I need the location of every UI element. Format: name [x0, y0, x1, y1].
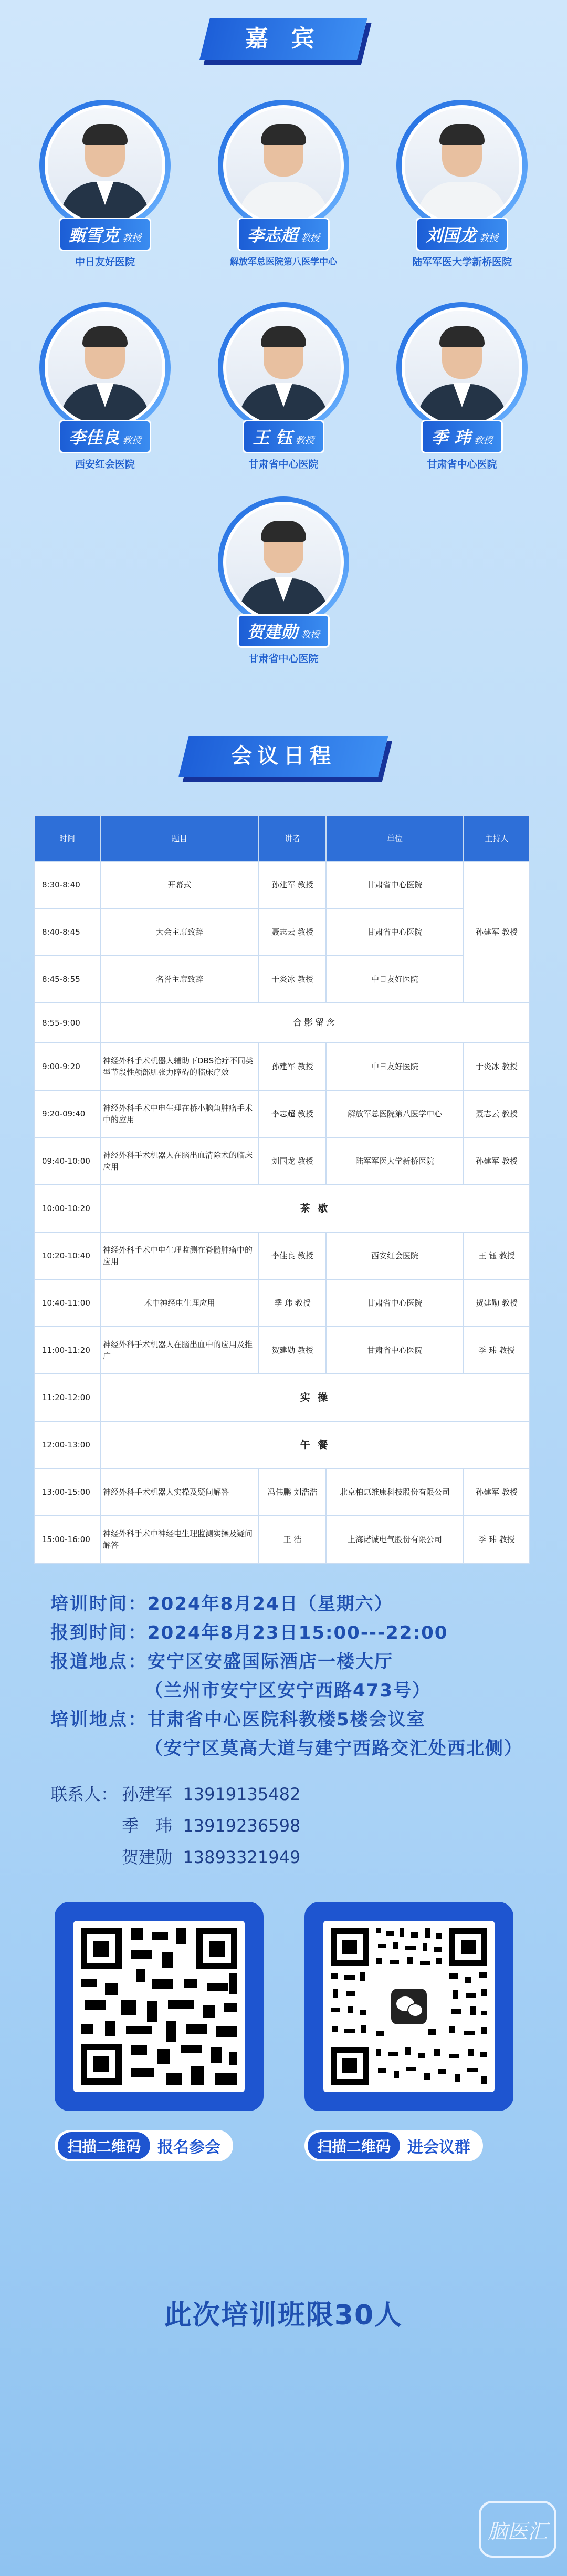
table-row	[34, 1185, 530, 1232]
header-unit: 单位	[326, 816, 464, 861]
schedule-title: 会议日程	[231, 744, 336, 768]
row-topic: 神经外科手术中神经电生理监测实操及疑问解答	[100, 1516, 259, 1563]
header-time: 时间	[34, 816, 100, 861]
row-unit: 陆军军医大学新桥医院	[326, 1137, 464, 1185]
table-row	[34, 1516, 530, 1563]
avatar-frame	[218, 302, 349, 433]
avatar-frame	[218, 100, 349, 231]
schedule-banner	[178, 736, 388, 777]
avatar-frame	[218, 496, 349, 628]
row-speaker: 聂志云 教授	[259, 908, 326, 956]
row-topic: 神经外科手术机器人在脑出血清除术的临床应用	[100, 1137, 259, 1185]
row-time: 8:55-9:00	[34, 1003, 100, 1043]
contact-row	[122, 1844, 300, 1868]
avatar	[223, 105, 344, 226]
train-place-label: 培训地点：	[50, 1709, 148, 1730]
train-place-line	[50, 1705, 426, 1731]
table-row	[34, 1043, 530, 1090]
row-topic: 神经外科手术中电生理监测在脊髓肿瘤中的应用	[100, 1232, 259, 1279]
guest-title: 教授	[474, 435, 493, 446]
row-topic: 开幕式	[100, 861, 259, 908]
avatar	[402, 307, 522, 428]
table-row	[34, 1374, 530, 1421]
row-unit: 甘肃省中心医院	[326, 861, 464, 908]
avatar-shape	[439, 124, 485, 145]
row-time: 11:00-11:20	[34, 1327, 100, 1374]
contact-name: 孙建军	[122, 1784, 173, 1804]
contact-name: 贺建勋	[122, 1847, 173, 1867]
guest-name: 甄雪克	[68, 225, 119, 245]
row-unit: 解放军总医院第八医学中心	[326, 1090, 464, 1137]
guest-title: 教授	[122, 435, 141, 446]
report-place-value: 安宁区安盛国际酒店一楼大厅	[148, 1651, 393, 1672]
row-topic: 神经外科手术机器人在脑出血中的应用及推广	[100, 1327, 259, 1374]
row-speaker: 王 浩	[259, 1516, 326, 1563]
train-time-label: 培训时间：	[50, 1594, 148, 1615]
avatar	[402, 105, 522, 226]
row-host: 孙建军 教授	[464, 861, 530, 1003]
guest-hospital: 中日友好医院	[75, 256, 135, 268]
table-row	[34, 1279, 530, 1327]
avatar-shape	[261, 521, 306, 542]
train-time-value: 2024年8月24日（星期六）	[148, 1594, 393, 1615]
qr-code-icon	[74, 1921, 245, 2092]
row-speaker: 冯伟鹏 刘浩浩	[259, 1468, 326, 1516]
report-place-detail	[145, 1676, 431, 1702]
table-row	[34, 1468, 530, 1516]
row-full: 茶 歇	[100, 1185, 530, 1232]
row-host: 孙建军 教授	[464, 1468, 530, 1516]
avatar	[45, 105, 165, 226]
logo	[479, 2501, 556, 2558]
row-speaker: 李志超 教授	[259, 1090, 326, 1137]
row-time: 15:00-16:00	[34, 1516, 100, 1563]
row-speaker: 季 玮 教授	[259, 1279, 326, 1327]
row-topic: 神经外科手术中电生理在桥小脑角肿瘤手术中的应用	[100, 1090, 259, 1137]
contact-phone: 13893321949	[183, 1847, 301, 1867]
row-host: 于炎冰 教授	[464, 1043, 530, 1090]
row-time: 11:20-12:00	[34, 1374, 100, 1421]
guest-card	[205, 100, 362, 267]
row-unit: 甘肃省中心医院	[326, 908, 464, 956]
contact-phone: 13919135482	[183, 1784, 301, 1804]
avatar-shape	[261, 326, 306, 347]
qr-scan-label: 扫描二维码	[308, 2132, 400, 2159]
row-time: 10:20-10:40	[34, 1232, 100, 1279]
row-topic: 术中神经电生理应用	[100, 1279, 259, 1327]
guest-title: 教授	[122, 233, 141, 244]
guest-name-pill	[59, 218, 151, 251]
guest-name-pill	[243, 420, 324, 453]
table-row	[34, 1327, 530, 1374]
avatar-frame	[39, 100, 171, 231]
avatar	[223, 502, 344, 623]
schedule-table	[34, 815, 530, 1564]
table-row	[34, 1232, 530, 1279]
guest-hospital: 西安红会医院	[75, 459, 135, 470]
train-place-detail-text: （安宁区莫高大道与建宁西路交汇处西北侧）	[145, 1738, 523, 1759]
qr-code-group[interactable]	[323, 1921, 495, 2092]
qr-frame-signup	[55, 1902, 264, 2111]
guests-title: 嘉 宾	[245, 25, 322, 52]
row-speaker: 刘国龙 教授	[259, 1137, 326, 1185]
row-time: 09:40-10:00	[34, 1137, 100, 1185]
row-topic: 神经外科手术机器人辅助下DBS治疗不同类型节段性颅部肌张力障碍的临床疗效	[100, 1043, 259, 1090]
row-time: 12:00-13:00	[34, 1421, 100, 1468]
guest-name: 贺建勋	[247, 622, 298, 642]
table-row	[34, 1137, 530, 1185]
row-unit: 北京柏惠维康科技股份有限公司	[326, 1468, 464, 1516]
guest-card	[205, 496, 362, 665]
row-full: 实 操	[100, 1374, 530, 1421]
guest-name-pill	[416, 218, 508, 251]
row-host: 孙建军 教授	[464, 1137, 530, 1185]
row-unit: 中日友好医院	[326, 1043, 464, 1090]
train-place-detail	[145, 1734, 523, 1760]
avatar	[223, 307, 344, 428]
guest-card	[26, 302, 184, 471]
qr-code-signup[interactable]	[74, 1921, 245, 2092]
avatar-shape	[82, 326, 128, 347]
row-speaker: 李佳良 教授	[259, 1232, 326, 1279]
table-row	[34, 956, 530, 1003]
row-speaker: 贺建勋 教授	[259, 1327, 326, 1374]
guest-name: 刘国龙	[425, 225, 476, 245]
guest-name-pill	[421, 420, 502, 453]
attendance-limit: 此次培训班限30人	[164, 2300, 403, 2331]
train-place-value: 甘肃省中心医院科教楼5楼会议室	[148, 1709, 426, 1730]
report-time-value: 2024年8月23日15:00---22:00	[148, 1622, 448, 1643]
row-time: 9:20-09:40	[34, 1090, 100, 1137]
qr-action-label: 报名参会	[158, 2138, 221, 2157]
avatar-frame	[396, 302, 528, 433]
contact-row	[122, 1781, 300, 1805]
guest-name: 李志超	[247, 225, 298, 245]
row-host: 季 玮 教授	[464, 1516, 530, 1563]
qr-action-label: 进会议群	[407, 2138, 471, 2157]
contacts-label: 联系人：	[50, 1784, 118, 1804]
contact-phone: 13919236598	[183, 1816, 301, 1836]
guest-hospital: 甘肃省中心医院	[248, 459, 319, 470]
report-place-line	[50, 1647, 393, 1673]
report-place-label: 报道地点：	[50, 1651, 148, 1672]
report-place-detail-text: （兰州市安宁区安宁西路473号）	[145, 1680, 431, 1701]
qr-pill-signup[interactable]	[55, 2130, 233, 2161]
guest-card	[205, 302, 362, 471]
row-time: 8:30-8:40	[34, 861, 100, 908]
header-topic: 题目	[100, 816, 259, 861]
row-speaker: 于炎冰 教授	[259, 956, 326, 1003]
row-speaker: 孙建军 教授	[259, 1043, 326, 1090]
table-row	[34, 1003, 530, 1043]
guest-name-pill	[59, 420, 151, 453]
guest-hospital: 陆军军医大学新桥医院	[412, 256, 512, 268]
row-full: 合影留念	[100, 1003, 530, 1043]
train-time-line	[50, 1589, 393, 1615]
row-unit: 西安红会医院	[326, 1232, 464, 1279]
guest-name-pill	[237, 218, 330, 251]
row-host: 聂志云 教授	[464, 1090, 530, 1137]
row-unit: 甘肃省中心医院	[326, 1279, 464, 1327]
row-host: 季 玮 教授	[464, 1327, 530, 1374]
guests-banner	[200, 18, 368, 60]
row-full: 午 餐	[100, 1421, 530, 1468]
avatar	[45, 307, 165, 428]
qr-code-icon	[323, 1921, 495, 2092]
guest-hospital: 甘肃省中心医院	[427, 459, 497, 470]
guest-hospital: 甘肃省中心医院	[248, 653, 319, 665]
guest-card	[383, 100, 541, 268]
guest-title: 教授	[479, 233, 498, 244]
row-unit: 甘肃省中心医院	[326, 1327, 464, 1374]
guest-title: 教授	[301, 629, 320, 640]
guest-name: 李佳良	[68, 428, 119, 448]
table-row	[34, 1421, 530, 1468]
guest-card	[26, 100, 184, 268]
guest-card	[383, 302, 541, 471]
avatar-shape	[82, 124, 128, 145]
guest-title: 教授	[295, 435, 314, 446]
contact-row	[122, 1813, 300, 1837]
row-host: 贺建勋 教授	[464, 1279, 530, 1327]
row-speaker: 孙建军 教授	[259, 861, 326, 908]
contact-name: 季 玮	[122, 1816, 173, 1836]
avatar-shape	[439, 326, 485, 347]
table-row	[34, 908, 530, 956]
report-time-label: 报到时间：	[50, 1622, 148, 1643]
header-speaker: 讲者	[259, 816, 326, 861]
avatar-shape	[261, 124, 306, 145]
guest-name: 季 玮	[431, 428, 471, 448]
row-time: 9:00-9:20	[34, 1043, 100, 1090]
row-time: 10:00-10:20	[34, 1185, 100, 1232]
avatar-frame	[396, 100, 528, 231]
row-time: 8:45-8:55	[34, 956, 100, 1003]
qr-pill-group[interactable]	[304, 2130, 483, 2161]
header-host: 主持人	[464, 816, 530, 861]
row-unit: 上海诺诚电气股份有限公司	[326, 1516, 464, 1563]
table-row	[34, 1090, 530, 1137]
qr-scan-label: 扫描二维码	[58, 2132, 150, 2159]
row-topic: 大会主席致辞	[100, 908, 259, 956]
avatar-frame	[39, 302, 171, 433]
guest-hospital: 解放军总医院第八医学中心	[230, 257, 337, 267]
report-time-line	[50, 1618, 448, 1644]
row-time: 13:00-15:00	[34, 1468, 100, 1516]
guest-title: 教授	[301, 233, 320, 244]
guest-name: 王 钰	[253, 428, 292, 448]
logo-text: 脑医汇	[487, 2519, 548, 2543]
qr-frame-group	[304, 1902, 513, 2111]
row-time: 10:40-11:00	[34, 1279, 100, 1327]
row-topic: 名誉主席致辞	[100, 956, 259, 1003]
row-topic: 神经外科手术机器人实操及疑问解答	[100, 1468, 259, 1516]
table-row	[34, 861, 530, 908]
guest-name-pill	[237, 614, 330, 648]
row-unit: 中日友好医院	[326, 956, 464, 1003]
row-time: 8:40-8:45	[34, 908, 100, 956]
row-host: 王 钰 教授	[464, 1232, 530, 1279]
table-header-row	[34, 816, 530, 861]
